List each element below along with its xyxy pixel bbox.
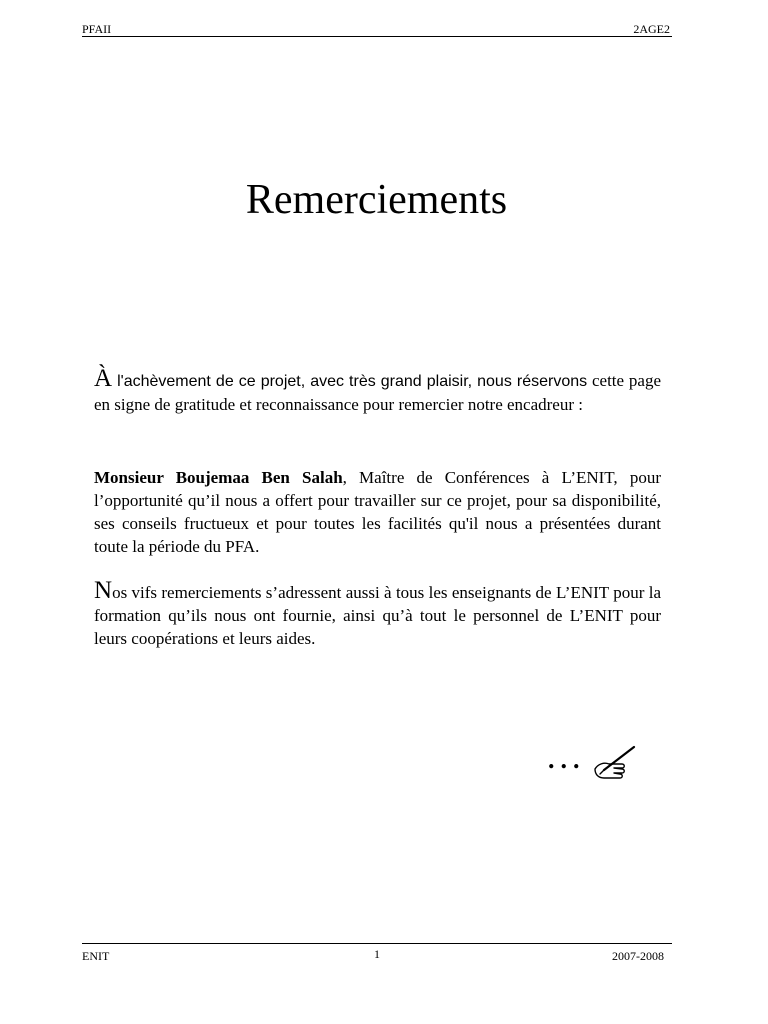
paragraph-supervisor [94, 466, 661, 558]
drop-initial: À [94, 365, 113, 392]
closing-mark [548, 740, 638, 780]
supervisor-name: Monsieur Boujemaa Ben Salah [94, 468, 343, 487]
intro-text: cette page en signe de gratitude et reconnaissance pour remercier notre encadreur : [94, 371, 662, 414]
writing-hand-icon [592, 744, 638, 780]
page-title: Remerciements [245, 177, 508, 223]
intro-line-one: l'achèvement de ce projet, avec très grand plaisir, nous réservons [112, 373, 588, 390]
thanks-text: os vifs remerciements s’adressent aussi à tous les enseignants de L’ENIT pour la formation qu’ils nous ont fournie, ainsi qu’à tout le personnel de L’ENIT pour leurs coopérations et leurs aides. [94, 583, 661, 648]
page-header [82, 22, 672, 37]
header-left: PFAII [82, 22, 112, 36]
ellipsis: ... [548, 745, 586, 774]
footer-left: ENIT [82, 949, 110, 963]
page-number: 1 [374, 947, 380, 961]
header-right: 2AGE2 [633, 22, 670, 36]
paragraph-intro [94, 365, 662, 416]
drop-initial: N [94, 577, 113, 604]
page-footer [82, 943, 672, 964]
supervisor-text: , Maître de Conférences à L’ENIT, pour l’opportunité qu’il nous a offert pour travailler sur ce projet, pour sa disponibilité, ses conseils fructueux et pour toutes les facilités qu'il nous a présentées durant toute la période du PFA. [94, 468, 661, 556]
paragraph-thanks [94, 577, 661, 650]
footer-right: 2007-2008 [612, 949, 664, 963]
